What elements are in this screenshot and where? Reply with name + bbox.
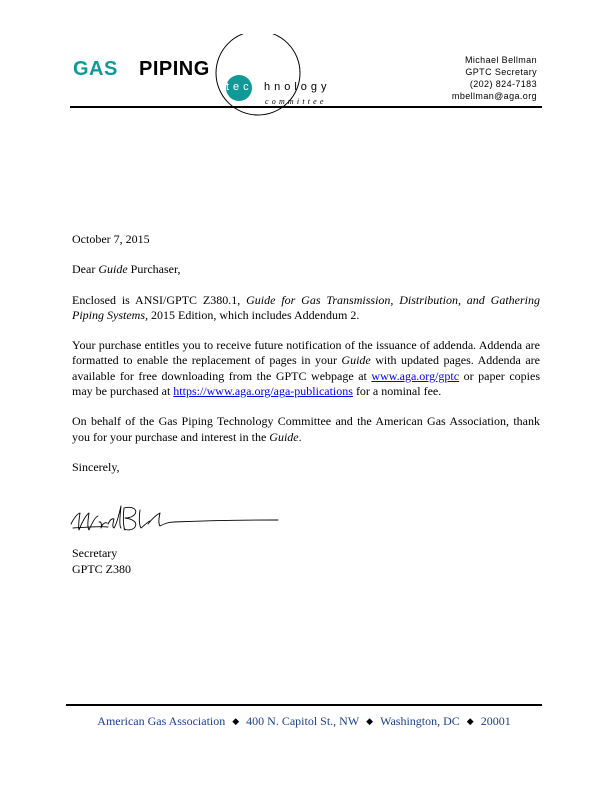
salutation: Dear Guide Purchaser, <box>72 262 181 277</box>
paragraph-addenda: Your purchase entitles you to receive future notification of the issuance of addenda. Addenda are formatted to enable the replacement of pages in your Guide with updated pages. Addenda are available for free downloading from the GPTC webpage at www.aga.org/gptc or paper copies may be purchased at https://www.aga.org/aga-publications for a nominal fee. <box>72 338 540 399</box>
footer-street: 400 N. Capitol St., NW <box>246 714 360 728</box>
contact-name: Michael Bellman <box>464 55 537 65</box>
diamond-separator-icon: ◆ <box>232 716 240 726</box>
gptc-webpage-link[interactable]: www.aga.org/gptc <box>371 368 460 383</box>
paragraph-thanks: On behalf of the Gas Piping Technology Committee and the American Gas Association, thank you for your purchase and interest in the Guide. <box>72 414 540 444</box>
footer-org: American Gas Association <box>97 714 226 728</box>
contact-phone: (202) 824-7183 <box>469 79 537 89</box>
header-divider <box>70 106 542 108</box>
contact-block <box>452 54 537 102</box>
footer-city: Washington, DC <box>380 714 460 728</box>
aga-publications-link[interactable]: https://www.aga.org/aga-publications <box>173 384 353 399</box>
footer-zip: 20001 <box>480 714 511 728</box>
logo-committee: committee <box>265 97 327 106</box>
logo-word-piping: PIPING <box>139 58 210 80</box>
diamond-separator-icon: ◆ <box>466 716 474 726</box>
signer-block <box>72 546 131 577</box>
gptc-logo <box>60 34 350 116</box>
signer-org: GPTC Z380 <box>72 561 132 576</box>
contact-email: mbellman@aga.org <box>451 91 537 101</box>
footer-divider <box>66 704 542 706</box>
paragraph-enclosure: Enclosed is ANSI/GPTC Z380.1, Guide for Gas Transmission, Distribution, and Gathering Piping Systems, 2015 Edition, which includes Addendum 2. <box>72 292 540 322</box>
closing: Sincerely, <box>72 459 120 474</box>
logo-word-gas: GAS <box>73 58 118 80</box>
contact-title: GPTC Secretary <box>465 67 537 77</box>
logo-technology-rest: hnology <box>264 81 331 93</box>
signer-title: Secretary <box>72 546 118 560</box>
logo-technology-highlight: tec <box>226 81 253 93</box>
handwritten-signature <box>68 500 282 540</box>
letter-date: October 7, 2015 <box>72 232 150 246</box>
diamond-separator-icon: ◆ <box>366 716 374 726</box>
letter-body <box>72 232 540 475</box>
footer-address <box>66 714 542 729</box>
